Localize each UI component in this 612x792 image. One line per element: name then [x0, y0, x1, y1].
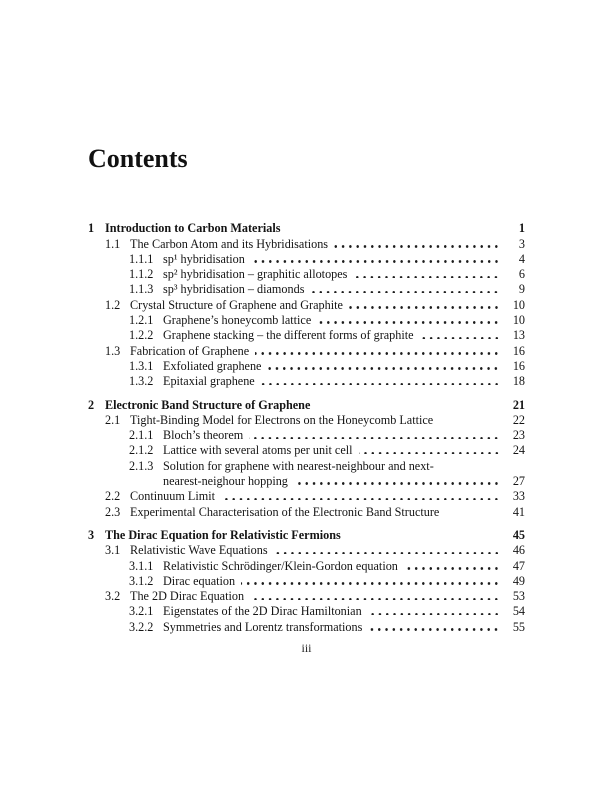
entry-title: nearest-neighour hopping	[163, 474, 288, 489]
toc-entry-row	[88, 282, 525, 297]
entry-number: 3.1	[105, 543, 121, 558]
dot-leader	[420, 337, 500, 340]
dot-leader	[255, 352, 500, 355]
entry-number: 1.1.2	[129, 267, 154, 282]
chapter-title: The Dirac Equation for Relativistic Fermions	[105, 527, 341, 542]
toc-entry-row	[88, 459, 525, 474]
entry-page-number: 3	[518, 236, 525, 251]
toc-entry-row	[88, 298, 525, 313]
toc-entry-row	[88, 328, 525, 343]
dot-leader	[368, 613, 500, 616]
dot-leader	[251, 260, 500, 263]
dot-leader	[368, 628, 500, 631]
entry-title: Crystal Structure of Graphene and Graphite	[130, 297, 343, 312]
entry-number: 1.3.1	[129, 358, 154, 373]
toc-entry-row	[88, 559, 525, 574]
toc-entry-row	[88, 374, 525, 389]
toc-chapter-row	[88, 528, 525, 543]
chapter-title: Electronic Band Structure of Graphene	[105, 397, 311, 412]
entry-number: 2.2	[105, 489, 121, 504]
dot-leader	[249, 437, 500, 440]
entry-page-number: 10	[512, 297, 525, 312]
entry-page-number: 24	[512, 443, 525, 458]
toc-entry-row	[88, 313, 525, 328]
toc-entry-row	[88, 267, 525, 282]
entry-page-number: 13	[512, 328, 525, 343]
entry-page-number: 55	[512, 619, 525, 634]
entry-title: Relativistic Schrödinger/Klein-Gordon equation	[163, 558, 398, 573]
toc-entry-row	[88, 474, 525, 489]
toc-chapter-row	[88, 398, 525, 413]
chapter-title: Introduction to Carbon Materials	[105, 221, 281, 236]
toc-chapter-row	[88, 221, 525, 236]
chapter-page-number: 21	[512, 397, 525, 412]
entry-number: 3.1.1	[129, 558, 154, 573]
entry-number: 2.1	[105, 412, 121, 427]
entry-page-number: 23	[512, 428, 525, 443]
entry-page-number: 47	[512, 558, 525, 573]
entry-number: 1.3	[105, 343, 121, 358]
chapter-page-number: 45	[512, 527, 525, 542]
toc-entry-row	[88, 543, 525, 558]
dot-leader	[334, 245, 500, 248]
entry-number: 3.2	[105, 589, 121, 604]
entry-page-number: 53	[512, 589, 525, 604]
entry-page-number: 10	[512, 313, 525, 328]
entry-page-number: 18	[512, 374, 525, 389]
dot-leader	[241, 582, 500, 585]
toc-entry-row	[88, 489, 525, 504]
toc	[88, 221, 525, 635]
entry-title: Relativistic Wave Equations	[130, 543, 268, 558]
entry-page-number: 9	[518, 282, 525, 297]
entry-title: Continuum Limit	[130, 489, 215, 504]
toc-entry-row	[88, 604, 525, 619]
entry-title: The 2D Dirac Equation	[130, 589, 245, 604]
dot-leader	[261, 383, 500, 386]
page-content	[88, 145, 525, 635]
entry-title: Fabrication of Graphene	[130, 343, 250, 358]
dot-leader	[310, 291, 500, 294]
entry-title: sp² hybridisation – graphitic allotopes	[163, 267, 348, 282]
toc-entry-row	[88, 428, 525, 443]
entry-title: Experimental Characterisation of the Electronic Band Structure	[130, 504, 440, 519]
page-title: Contents	[88, 144, 188, 173]
entry-title: The Carbon Atom and its Hybridisations	[130, 236, 329, 251]
entry-title: Epitaxial graphene	[163, 374, 255, 389]
dot-leader	[353, 276, 500, 279]
entry-page-number: 16	[512, 358, 525, 373]
dot-leader	[274, 552, 500, 555]
dot-leader	[267, 367, 500, 370]
entry-page-number: 49	[512, 573, 525, 588]
dot-leader	[404, 567, 500, 570]
entry-title: Symmetries and Lorentz transformations	[163, 619, 363, 634]
entry-number: 1.1.3	[129, 282, 154, 297]
chapter-number: 1	[88, 221, 95, 236]
dot-leader	[294, 482, 500, 485]
entry-title: Dirac equation	[163, 573, 236, 588]
entry-title: Exfoliated graphene	[163, 358, 262, 373]
toc-entry-row	[88, 237, 525, 252]
toc-entry-row	[88, 443, 525, 458]
entry-page-number: 16	[512, 343, 525, 358]
entry-number: 2.1.2	[129, 443, 154, 458]
toc-entry-row	[88, 413, 525, 428]
toc-entry-row	[88, 589, 525, 604]
dot-leader	[317, 321, 500, 324]
entry-title: Graphene’s honeycomb lattice	[163, 313, 312, 328]
entry-number: 3.1.2	[129, 573, 154, 588]
entry-page-number: 54	[512, 604, 525, 619]
entry-page-number: 33	[512, 489, 525, 504]
entry-number: 1.3.2	[129, 374, 154, 389]
toc-entry-row	[88, 359, 525, 374]
entry-number: 1.2	[105, 297, 121, 312]
page-number-footer: iii	[301, 641, 312, 655]
toc-entry-row	[88, 505, 525, 520]
entry-page-number: 27	[512, 474, 525, 489]
toc-entry-row	[88, 252, 525, 267]
entry-number: 1.2.2	[129, 328, 154, 343]
entry-title: Graphene stacking – the different forms of graphite	[163, 328, 414, 343]
toc-entry-row	[88, 620, 525, 635]
toc-entry-row	[88, 574, 525, 589]
entry-number: 2.1.1	[129, 428, 154, 443]
chapter-number: 3	[88, 527, 95, 542]
entry-number: 3.2.2	[129, 619, 154, 634]
entry-page-number: 6	[518, 267, 525, 282]
entry-number: 1.2.1	[129, 313, 154, 328]
entry-page-number: 4	[518, 251, 525, 266]
entry-number: 1.1.1	[129, 251, 154, 266]
entry-title: Bloch’s theorem	[163, 428, 244, 443]
chapter-number: 2	[88, 397, 95, 412]
entry-title: sp³ hybridisation – diamonds	[163, 282, 305, 297]
entry-number: 3.2.1	[129, 604, 154, 619]
dot-leader	[221, 498, 500, 501]
dot-leader	[349, 306, 500, 309]
entry-title: sp¹ hybridisation	[163, 251, 245, 266]
entry-title: Solution for graphene with nearest-neighbour and next-	[163, 458, 434, 473]
entry-number: 1.1	[105, 236, 121, 251]
entry-title: Lattice with several atoms per unit cell	[163, 443, 353, 458]
entry-number: 2.3	[105, 504, 121, 519]
entry-page-number: 41	[512, 504, 525, 519]
entry-title: Eigenstates of the 2D Dirac Hamiltonian	[163, 604, 362, 619]
entry-number: 2.1.3	[129, 458, 154, 473]
dot-leader	[250, 598, 500, 601]
entry-title: Tight-Binding Model for Electrons on the Honeycomb Lattice	[130, 412, 434, 427]
chapter-page-number: 1	[518, 221, 525, 236]
entry-page-number: 46	[512, 543, 525, 558]
toc-entry-row	[88, 344, 525, 359]
entry-page-number: 22	[512, 412, 525, 427]
dot-leader	[359, 452, 500, 455]
